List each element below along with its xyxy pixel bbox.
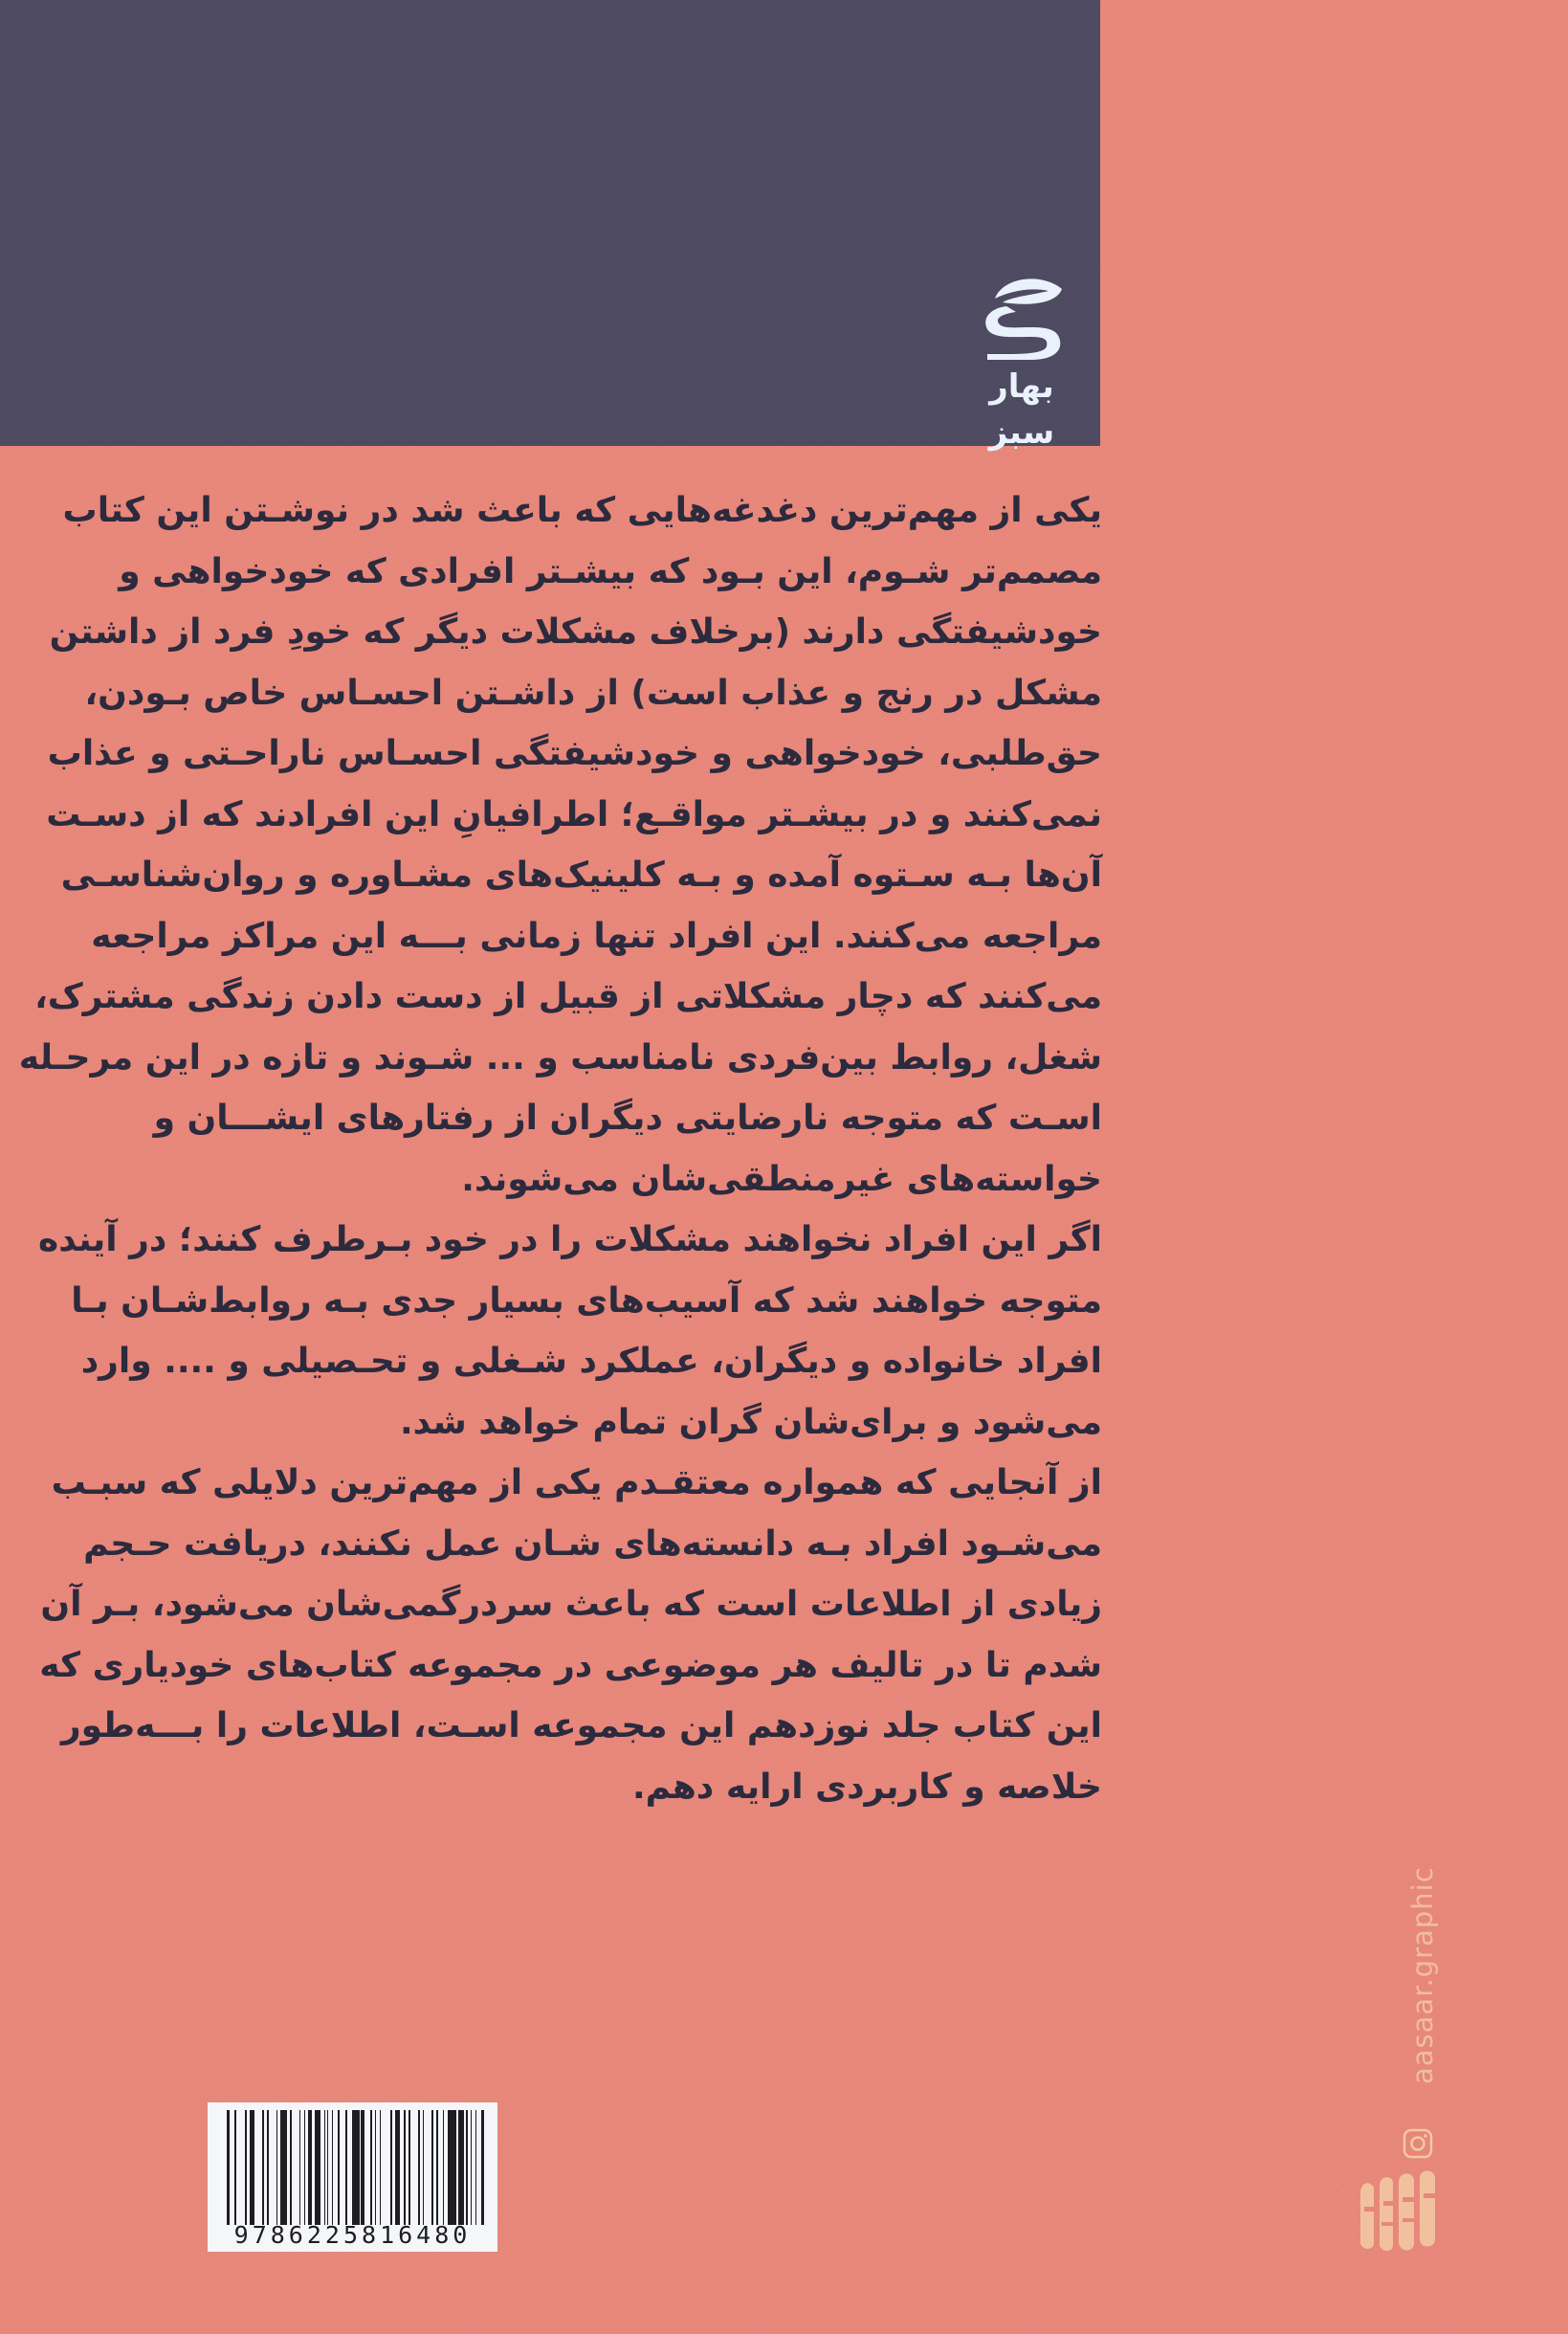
barcode-bar <box>448 2110 457 2225</box>
blurb-line: یکی از مهم‌ترین دغدغه‌هایی که باعث شد در نوشـتن این کتاب <box>62 491 1102 530</box>
blurb-line: نمی‌کنند و در بیشـتر مواقـع؛ اطرافیانِ این افرادند که از دسـت <box>46 794 1102 834</box>
publisher-name: بهار سبز <box>988 367 1055 452</box>
aasaar-studio-logo-icon <box>1357 2168 1439 2255</box>
blurb-line: افراد خانواده و دیگران، عملکرد شـغلی و تحـصیلی و .... وارد <box>80 1342 1102 1381</box>
blurb-line: شدم تا در تالیف هر موضوعی در مجموعه کتاب‌های خودیاری که <box>39 1645 1102 1685</box>
blurb-line: خودشیفتگی دارند (برخلاف مشکلات دیگر که خودِ فرد از داشتن <box>49 612 1102 652</box>
blurb-line: خلاصه و کاربردی ارایه دهم. <box>631 1767 1102 1807</box>
isbn-barcode <box>208 2102 497 2252</box>
blurb-line: از آنجایی که همواره معتقـدم یکی از مهم‌ترین دلایلی که سبـب <box>51 1463 1102 1502</box>
barcode-bar <box>352 2110 360 2225</box>
blurb-line: خواسته‌های غیرمنطقی‌شان می‌شوند. <box>461 1159 1102 1199</box>
blurb-line: این کتاب جلد نوزدهم این مجموعه اسـت، اطلاعات را بـــه‌طور <box>60 1706 1102 1745</box>
blurb-line: حق‌طلبی، خودخواهی و خودشیفتگی احسـاس ناراحـتی و عذاب <box>47 734 1102 773</box>
blurb-line: می‌کنند که دچار مشکلاتی از قبیل از دست دادن زندگی مشترک، <box>34 977 1102 1016</box>
barcode-space <box>424 2110 431 2225</box>
barcode-space <box>292 2110 299 2225</box>
blurb-line: مشکل در رنج و عذاب است) از داشـتن احسـاس خاص بـودن، <box>84 673 1102 713</box>
designer-watermark <box>1403 1797 1442 2161</box>
blurb-line: آن‌ها بـه سـتوه آمده و بـه کلینیک‌های مشـاوره و روان‌شناسـی <box>60 856 1102 895</box>
publisher-logo <box>974 272 1070 452</box>
watermark-text: aasaar.graphic <box>1406 1866 1439 2084</box>
barcode-bar <box>481 2110 484 2225</box>
blurb-line: متوجه خواهند شد که آسیب‌های بسیار جدی بـه روابط‌شـان بـا <box>71 1280 1102 1321</box>
barcode-space <box>254 2110 262 2225</box>
top-color-band <box>0 0 1100 446</box>
blurb-line: می‌شـود افراد بـه دانسته‌های شـان عمل نکنند، دریافت حـجم <box>83 1523 1102 1564</box>
blurb-line: شغل، روابط بین‌فردی نامناسب و ... شـوند و تازه در این مرحـله <box>18 1037 1102 1078</box>
back-cover-blurb <box>18 480 1102 1817</box>
blurb-line: اسـت که متوجه نارضایتی دیگران از رفتارهای ایشـــان و <box>153 1099 1102 1138</box>
barcode-space <box>236 2110 246 2225</box>
blurb-line: مصمم‌تر شـوم، این بـود که بیشـتر افرادی که خودخواهی و <box>119 551 1102 591</box>
blurb-line: می‌شود و برای‌شان گران تمام خواهد شد. <box>399 1402 1102 1442</box>
blurb-line: زیادی از اطلاعات است که باعث سردرگمی‌شان می‌شود، بـر آن <box>40 1585 1102 1624</box>
barcode-space <box>381 2110 390 2225</box>
isbn-number: 9786225816480 <box>233 2221 472 2249</box>
instagram-icon <box>1401 2126 1435 2161</box>
book-leaf-logo-icon <box>974 272 1070 364</box>
barcode-space <box>410 2110 418 2225</box>
blurb-line: مراجعه می‌کنند. این افراد تنها زمانی بـــه این مراکز مراجعه <box>91 916 1102 956</box>
barcode-bars <box>227 2110 485 2225</box>
barcode-space <box>269 2110 276 2225</box>
blurb-line: اگر این افراد نخواهند مشکلات را در خود بـرطرف کنند؛ در آینده <box>37 1220 1102 1259</box>
